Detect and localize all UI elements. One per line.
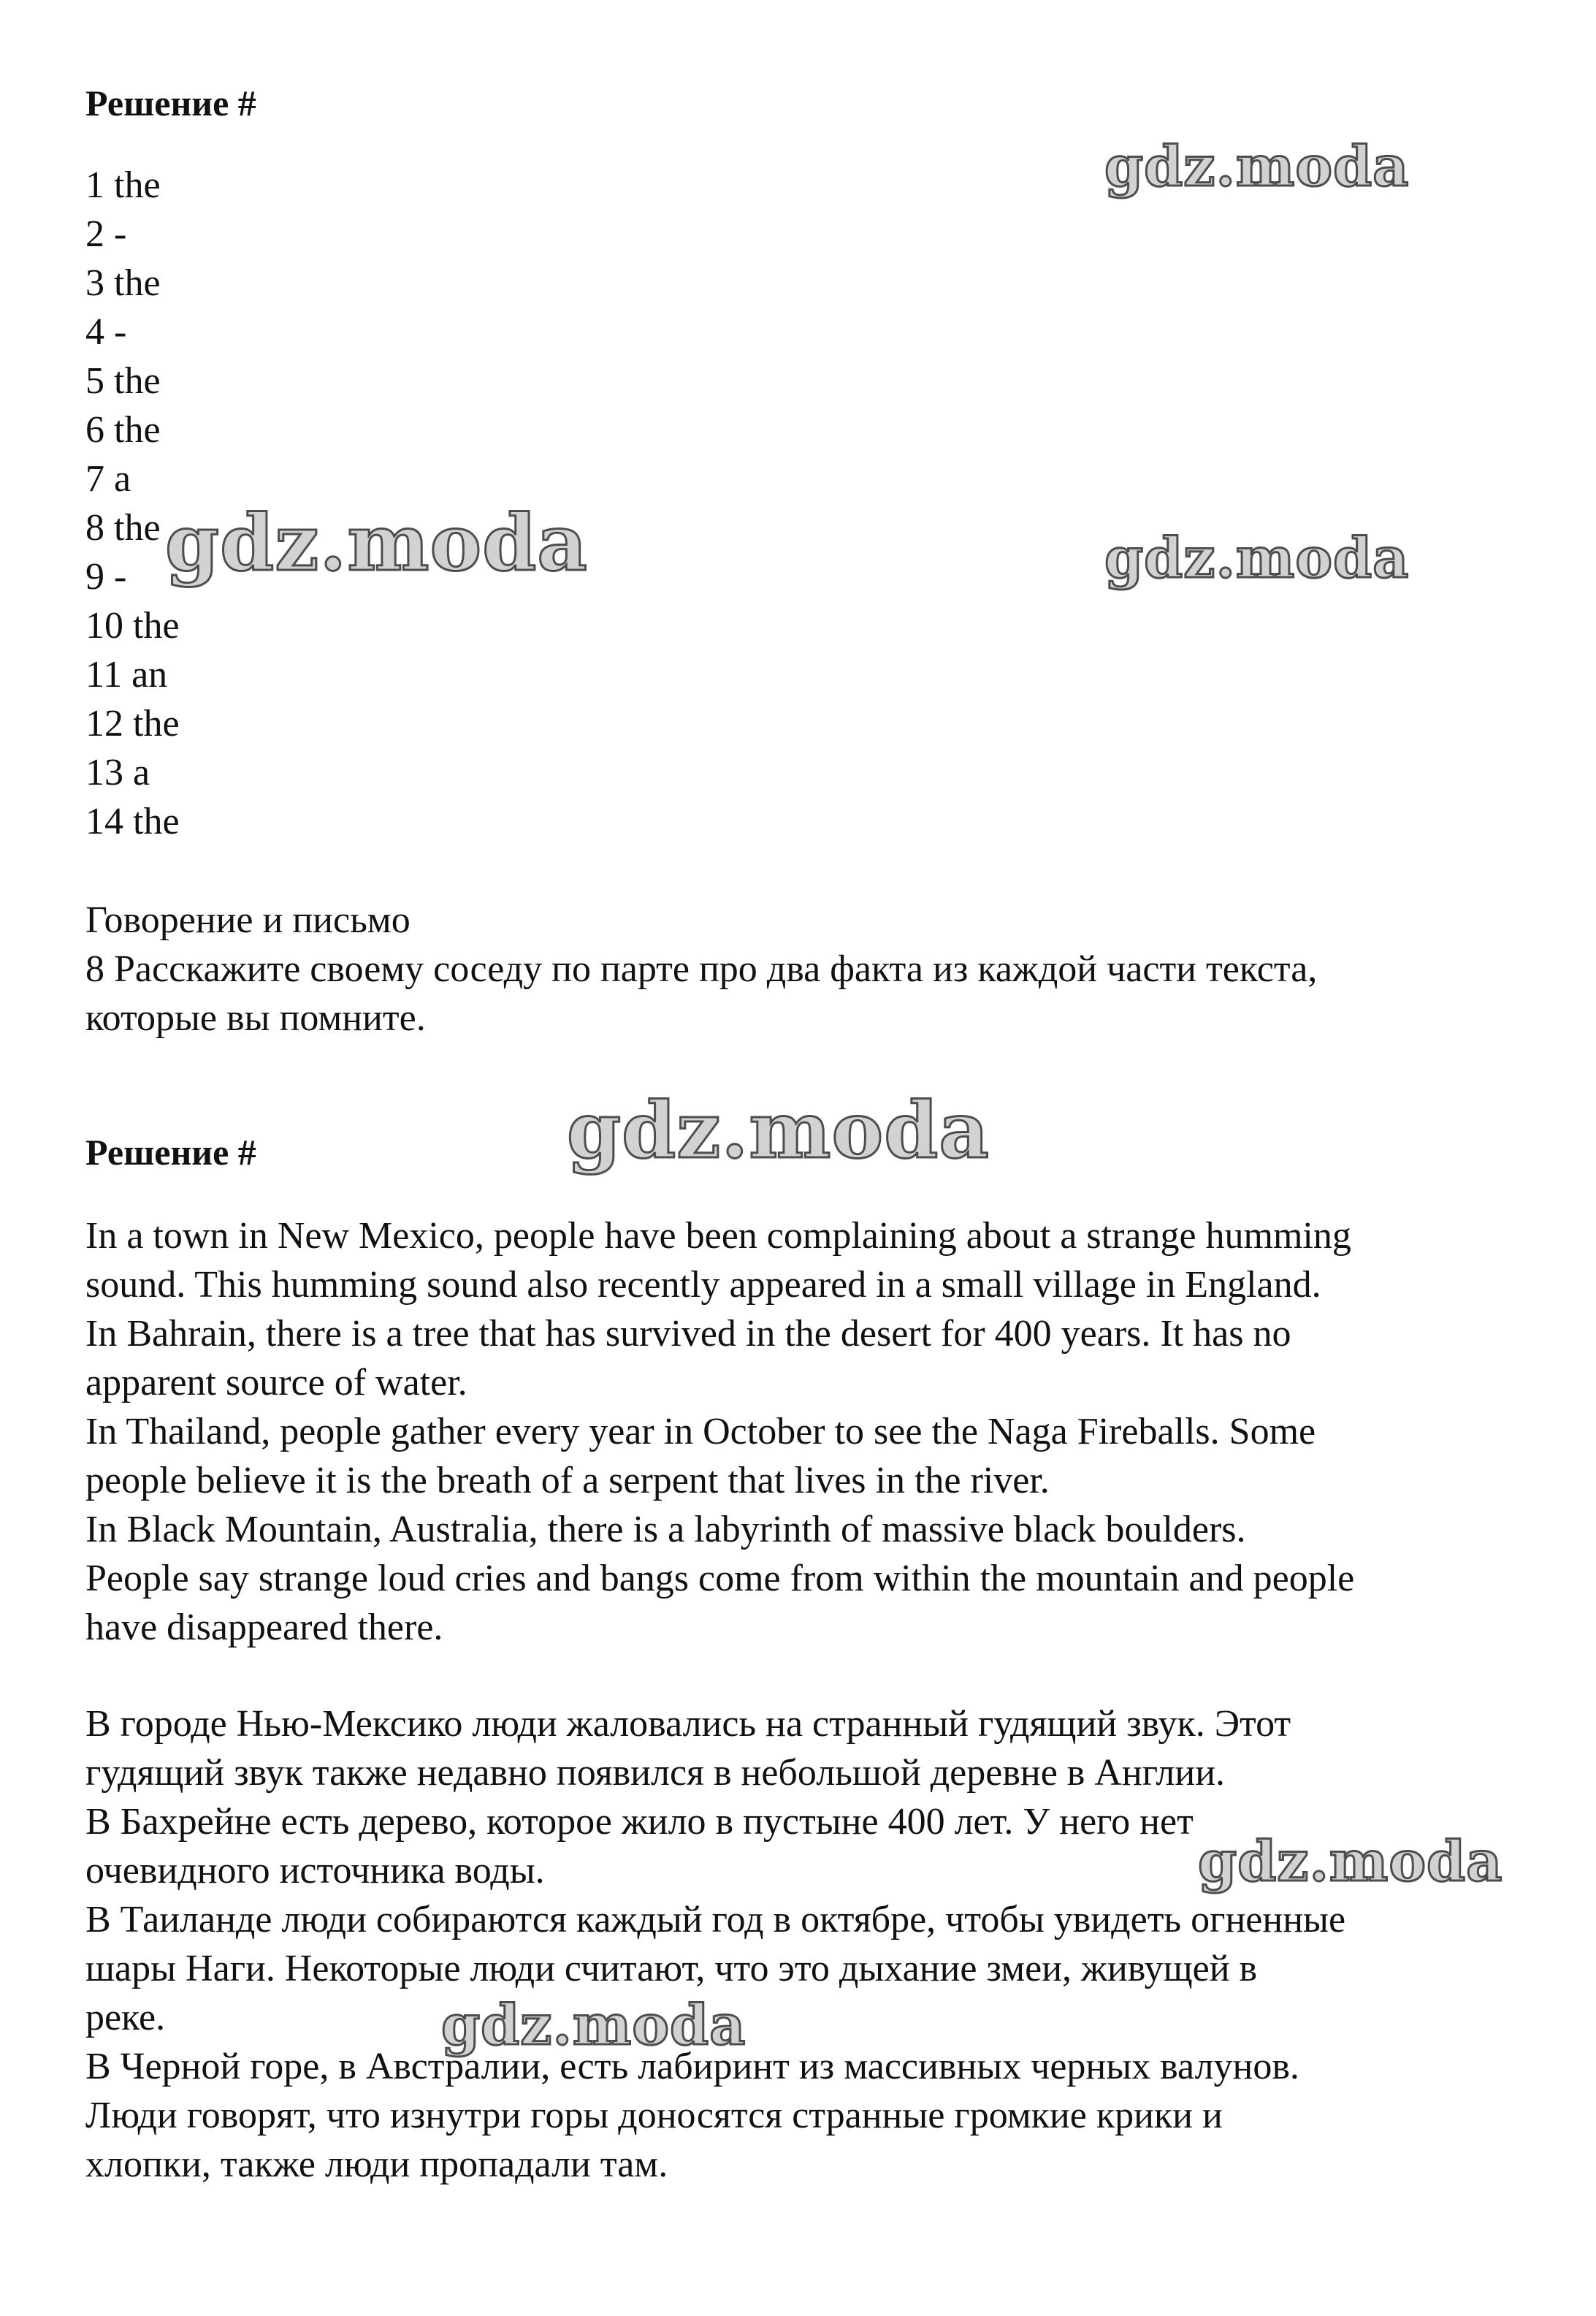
task-text-line: которые вы помните.: [85, 997, 426, 1039]
paragraph-line: In Bahrain, there is a tree that has survived in the desert for 400 years. It has no: [85, 1313, 1291, 1355]
paragraph-line: очевидного источника воды.: [85, 1850, 545, 1892]
task-text-line: 8 Расскажите своему соседу по парте про два факта из каждой части текста,: [85, 948, 1318, 990]
english-text: [85, 1211, 1532, 1652]
answer-item: 4 -: [85, 311, 127, 353]
watermark-logo: gdz.moda: [567, 1084, 990, 1176]
watermark-logo: gdz.moda: [1104, 525, 1410, 590]
paragraph-line: In a town in New Mexico, people have been complaining about a strange humming: [85, 1215, 1351, 1257]
paragraph-line: шары Наги. Некоторые люди считают, что это дыхание змеи, живущей в: [85, 1948, 1258, 1989]
answer-item: 8 the: [85, 507, 161, 549]
paragraph-line: Люди говорят, что изнутри горы доносятся странные громкие крики и: [85, 2095, 1223, 2136]
watermark-logo: gdz.moda: [441, 1992, 747, 2057]
answer-item: 2 -: [85, 213, 127, 255]
answer-item: 13 a: [85, 752, 150, 793]
russian-text: [85, 1699, 1532, 2189]
answer-item: 6 the: [85, 409, 161, 451]
paragraph-line: В Бахрейне есть дерево, которое жило в пустыне 400 лет. У него нет: [85, 1801, 1194, 1843]
paragraph-line: В Таиланде люди собираются каждый год в октябре, чтобы увидеть огненные: [85, 1899, 1346, 1940]
watermark-logo: gdz.moda: [1104, 134, 1410, 199]
section1-heading: Решение #: [85, 83, 256, 123]
task-title: Говорение и письмо: [85, 899, 411, 941]
paragraph-line: В Черной горе, в Австралии, есть лабиринт из массивных черных валунов.: [85, 2046, 1299, 2087]
answer-item: 7 a: [85, 458, 131, 500]
paragraph-line: хлопки, также люди пропадали там.: [85, 2144, 668, 2185]
answers-list: [85, 161, 1532, 846]
paragraph-line: In Black Mountain, Australia, there is a labyrinth of massive black boulders.: [85, 1509, 1246, 1550]
paragraph-line: гудящий звук также недавно появился в небольшой деревне в Англии.: [85, 1752, 1226, 1794]
task-block: [85, 896, 1532, 1043]
paragraph-line: In Thailand, people gather every year in October to see the Naga Fireballs. Some: [85, 1411, 1316, 1452]
answer-item: 10 the: [85, 605, 180, 647]
section2-heading: Решение #: [85, 1132, 256, 1173]
answer-item: 11 an: [85, 654, 168, 696]
paragraph-line: sound. This humming sound also recently appeared in a small village in England.: [85, 1264, 1321, 1306]
answer-item: 3 the: [85, 262, 161, 304]
answer-item: 9 -: [85, 556, 127, 598]
answer-item: 1 the: [85, 164, 161, 206]
paragraph-line: apparent source of water.: [85, 1362, 467, 1403]
watermark-logo: gdz.moda: [1198, 1829, 1503, 1894]
answer-item: 14 the: [85, 801, 180, 842]
paragraph-line: реке.: [85, 1997, 166, 2038]
answer-item: 5 the: [85, 360, 161, 402]
watermark-logo: gdz.moda: [165, 497, 588, 588]
paragraph-line: people believe it is the breath of a serpent that lives in the river.: [85, 1460, 1050, 1501]
answer-item: 12 the: [85, 703, 180, 744]
paragraph-line: В городе Нью-Мексико люди жаловались на странный гудящий звук. Этот: [85, 1703, 1291, 1745]
paragraph-line: have disappeared there.: [85, 1607, 443, 1648]
paragraph-line: People say strange loud cries and bangs come from within the mountain and people: [85, 1558, 1355, 1599]
